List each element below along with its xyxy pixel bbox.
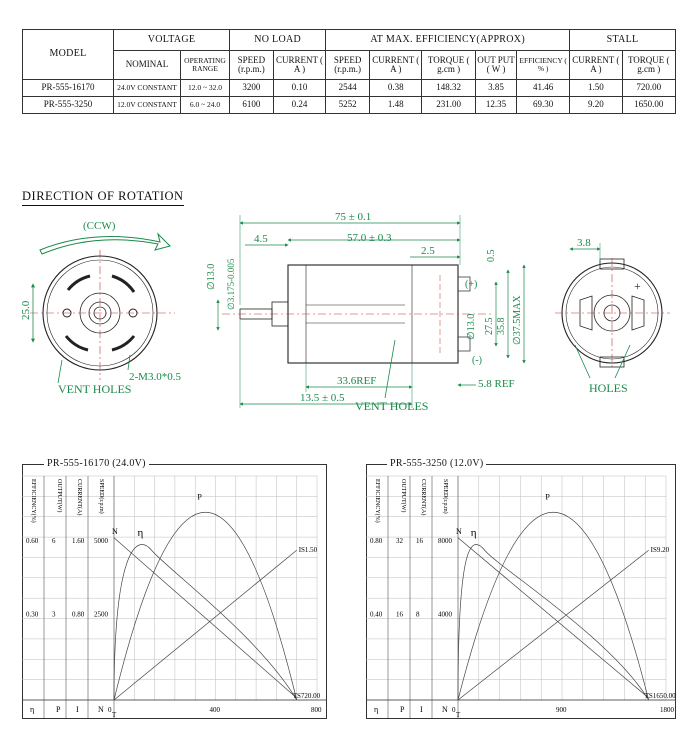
motor-drawings — [0, 200, 700, 425]
table-row — [23, 97, 676, 114]
y-top-value: 0.80 — [370, 537, 383, 546]
max-dia-label: ∅37.5MAX — [512, 295, 523, 345]
y-mid-value: 0.30 — [26, 610, 39, 619]
dim-27-5-label: 27.5 — [484, 317, 495, 335]
x-axis-letter: T — [112, 711, 117, 719]
table-cell: 0.10 — [273, 80, 325, 97]
mount-holes-label: 2-M3.0*0.5 — [129, 371, 181, 383]
speed-curve — [114, 538, 297, 698]
maxeff-output-header: OUT PUT ( W ) — [475, 51, 516, 80]
footer-symbol: I — [420, 705, 423, 714]
voltage-header: VOLTAGE — [114, 30, 230, 51]
table-cell: 0.24 — [273, 97, 325, 114]
y-mid-value: 8 — [416, 610, 420, 619]
maxeff-efficiency-header: EFFICIENCY ( % ) — [517, 51, 570, 80]
output-curve — [114, 512, 297, 700]
footer-symbol: η — [30, 705, 35, 714]
maxeff-header: AT MAX. EFFICIENCY(APPROX) — [326, 30, 570, 51]
footer-symbol: N — [98, 705, 104, 714]
y-top-value: 32 — [396, 537, 403, 546]
spec-table — [22, 29, 676, 114]
torque-stall-label: TS1650.00 — [644, 692, 676, 700]
model-cell: PR-555-3250 — [23, 97, 114, 114]
noload-header: NO LOAD — [230, 30, 326, 51]
boss-dia-right-label: ∅13.0 — [466, 313, 477, 340]
y-top-value: 1.60 — [72, 537, 85, 546]
dim-2-5-label: 2.5 — [421, 245, 435, 257]
current-curve — [114, 550, 297, 700]
y-top-value: 5000 — [94, 537, 108, 546]
shaft-dia-label: ∅3.175-0.005 — [226, 258, 236, 310]
table-cell: 6100 — [230, 97, 274, 114]
front-height-label: 25.0 — [20, 300, 32, 320]
performance-chart-3250 — [366, 464, 676, 719]
axis-unit-label: SPEED(r.p.m) — [98, 479, 104, 514]
speed-curve-label: N — [456, 526, 462, 536]
y-mid-value: 0.40 — [370, 610, 383, 619]
table-cell: 5252 — [326, 97, 370, 114]
footer-symbol: η — [374, 705, 379, 714]
y-top-value: 8000 — [438, 537, 452, 546]
table-cell: 231.00 — [422, 97, 475, 114]
table-cell: 720.00 — [622, 80, 675, 97]
nominal-header: NOMINAL — [114, 51, 181, 80]
body-length-label: 57.0 ± 0.3 — [347, 232, 392, 244]
x-tick-label: 0 — [452, 706, 456, 714]
maxeff-speed-header: SPEED (r.p.m.) — [326, 51, 370, 80]
model-cell: PR-555-16170 — [23, 80, 114, 97]
rear-view — [555, 237, 670, 395]
overall-length-label: 75 ± 0.1 — [335, 211, 372, 223]
x-tick-label: 800 — [311, 706, 322, 714]
dim-3-8-label: 3.8 — [577, 237, 591, 249]
footer-symbol: P — [400, 705, 405, 714]
boss-dia-label: ∅13.0 — [206, 263, 217, 290]
axis-unit-label: EFFICIENCY(%) — [30, 479, 36, 523]
x-tick-label: 0 — [108, 706, 112, 714]
y-mid-value: 16 — [396, 610, 403, 619]
axis-unit-label: EFFICIENCY(%) — [374, 479, 380, 523]
vent-holes-left-label: VENT HOLES — [58, 382, 132, 396]
efficiency-curve — [458, 545, 649, 700]
table-cell: 41.46 — [517, 80, 570, 97]
table-cell: 1.50 — [570, 80, 622, 97]
x-tick-label: 900 — [556, 706, 567, 714]
range-cell: 6.0 ~ 24.0 — [181, 97, 230, 114]
speed-curve — [458, 538, 649, 698]
dim-35-8-label: 35.8 — [496, 317, 507, 335]
footer-symbol: I — [76, 705, 79, 714]
y-top-value: 6 — [52, 537, 56, 546]
nominal-cell: 24.0V CONSTANT — [114, 80, 181, 97]
table-cell: 69.30 — [517, 97, 570, 114]
y-mid-value: 4000 — [438, 610, 452, 619]
side-view — [206, 211, 524, 413]
footer-symbol: P — [56, 705, 61, 714]
minus-label: (-) — [472, 355, 482, 366]
table-cell: 1.48 — [370, 97, 422, 114]
stall-current-header: CURRENT ( A ) — [570, 51, 622, 80]
axis-unit-label: SPEED(r.p.m) — [442, 479, 448, 514]
table-row — [23, 80, 676, 97]
stall-torque-header: TORQUE ( g.cm ) — [622, 51, 675, 80]
shaft-ext-label: 4.5 — [254, 233, 268, 245]
axis-unit-label: CURRENT(A) — [420, 479, 426, 516]
noload-current-header: CURRENT ( A ) — [273, 51, 325, 80]
noload-speed-header: SPEED (r.p.m.) — [230, 51, 274, 80]
dim-0-5-label: 0.5 — [486, 249, 497, 262]
front-view — [20, 220, 181, 396]
rotation-label: (CCW) — [83, 220, 116, 232]
speed-curve-label: N — [112, 526, 118, 536]
y-mid-value: 3 — [52, 610, 56, 619]
x-tick-label: 400 — [209, 706, 220, 714]
ref-33-6-label: 33.6REF — [337, 375, 377, 387]
output-curve — [458, 512, 649, 700]
axis-unit-label: OUTPUT(W) — [400, 479, 406, 513]
current-stall-label: IS9.20 — [650, 546, 670, 555]
performance-chart-16170 — [22, 464, 327, 719]
chart-title-3250: PR-555-3250 (12.0V) — [387, 458, 486, 469]
current-stall-label: IS1.50 — [298, 546, 318, 555]
table-cell: 148.32 — [422, 80, 475, 97]
chart-title-16170: PR-555-16170 (24.0V) — [44, 458, 149, 469]
dim-13-5-label: 13.5 ± 0.5 — [300, 392, 345, 404]
y-mid-value: 2500 — [94, 610, 108, 619]
stall-header: STALL — [570, 30, 676, 51]
table-cell: 3.85 — [475, 80, 516, 97]
torque-stall-label: TS720.00 — [292, 692, 321, 700]
table-cell: 3200 — [230, 80, 274, 97]
axis-unit-label: CURRENT(A) — [76, 479, 82, 516]
chart-frame — [367, 465, 676, 719]
y-mid-value: 0.80 — [72, 610, 85, 619]
table-cell: 12.35 — [475, 97, 516, 114]
maxeff-torque-header: TORQUE ( g.cm ) — [422, 51, 475, 80]
x-axis-letter: T — [456, 711, 461, 719]
ref-5-8-label: 5.8 REF — [478, 378, 515, 390]
svg-text:+: + — [634, 279, 641, 293]
output-curve-label: P — [545, 492, 550, 502]
x-tick-label: 1800 — [660, 706, 674, 714]
table-cell: 9.20 — [570, 97, 622, 114]
y-top-value: 16 — [416, 537, 423, 546]
efficiency-curve-label: η — [137, 527, 144, 540]
operating-range-header: OPERATING RANGE — [181, 51, 230, 80]
efficiency-curve — [114, 545, 297, 700]
efficiency-curve-label: η — [470, 527, 477, 540]
output-curve-label: P — [197, 492, 202, 502]
axis-unit-label: OUTPUT(W) — [56, 479, 62, 513]
nominal-cell: 12.0V CONSTANT — [114, 97, 181, 114]
chart-frame — [23, 465, 327, 719]
plus-label: (+) — [465, 279, 478, 290]
maxeff-current-header: CURRENT ( A ) — [370, 51, 422, 80]
direction-title: DIRECTION OF ROTATION — [22, 189, 184, 206]
current-curve — [458, 550, 649, 700]
model-header: MODEL — [23, 30, 114, 80]
table-cell: 1650.00 — [622, 97, 675, 114]
holes-label: HOLES — [589, 381, 628, 395]
footer-symbol: N — [442, 705, 448, 714]
y-top-value: 0.60 — [26, 537, 39, 546]
table-cell: 2544 — [326, 80, 370, 97]
vent-holes-mid-label: VENT HOLES — [355, 399, 429, 413]
range-cell: 12.0 ~ 32.0 — [181, 80, 230, 97]
table-cell: 0.38 — [370, 80, 422, 97]
